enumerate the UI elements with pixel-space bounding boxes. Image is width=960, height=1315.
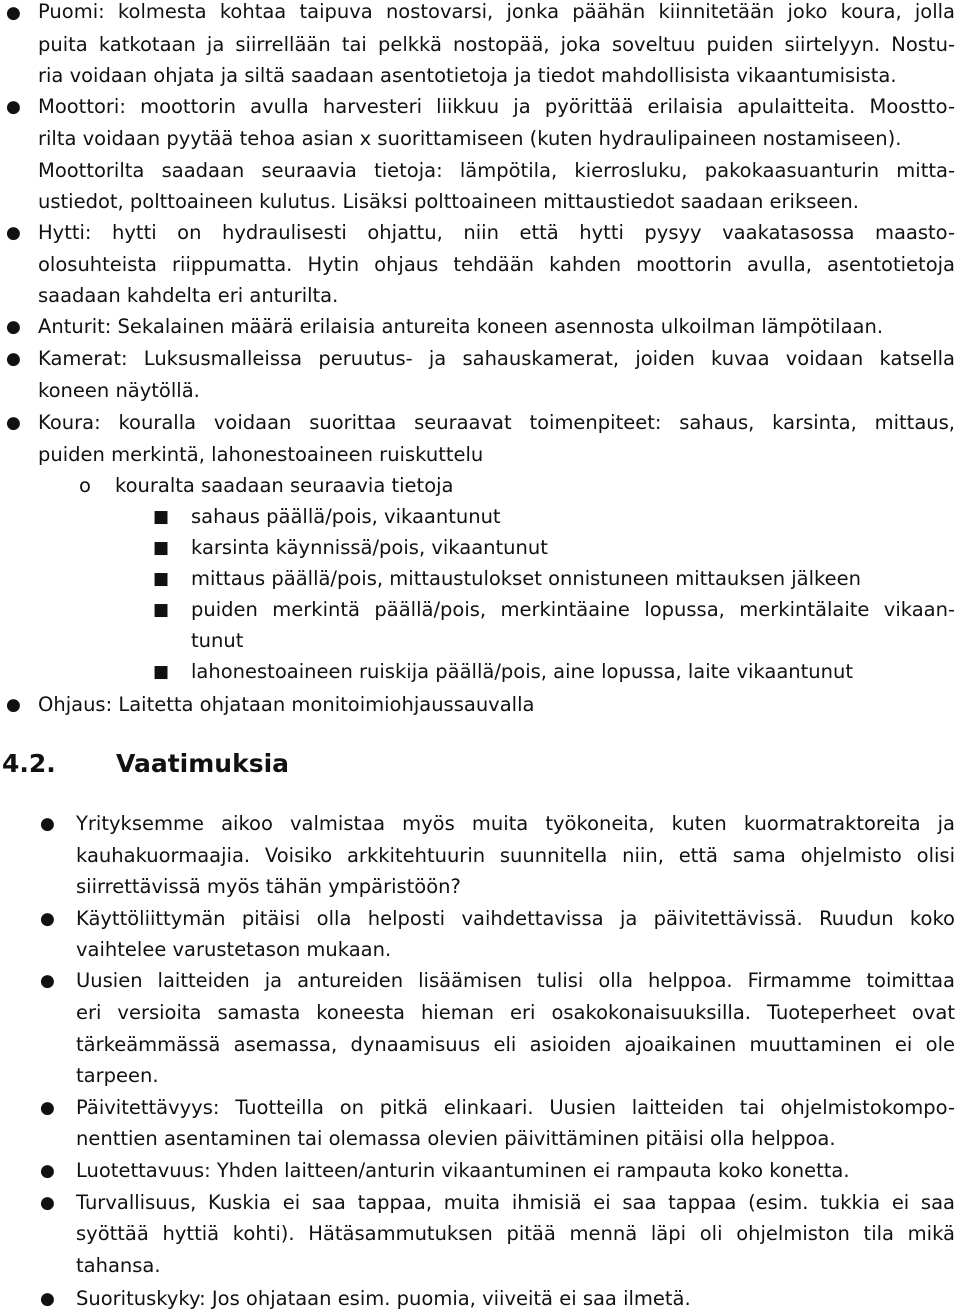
- paragraph-line: Ohjaus: Laitetta ohjataan monitoimiohjaussauvalla: [38, 693, 535, 716]
- paragraph-line: Yrityksemme aikoo valmistaa myös muita työkoneita, kuten kuormatraktoreita ja: [76, 812, 955, 835]
- paragraph-line: tarpeen.: [76, 1064, 159, 1087]
- bullet-icon: ●: [40, 971, 55, 991]
- paragraph-line: puiden merkintä päällä/pois, merkintäaine lopussa, merkintälaite vikaan-: [191, 598, 955, 621]
- paragraph-line: vaihtelee varustetason mukaan.: [76, 938, 392, 961]
- paragraph-line: eri versioita samasta koneesta hieman eri osakokonaisuuksilla. Tuoteperheet ovat: [76, 1001, 955, 1024]
- paragraph-line: puita katkotaan ja siirrellään tai pelkkä nostopää, joka soveltuu puiden siirtelyyn. Nostu-: [38, 33, 955, 56]
- bullet-icon: ●: [40, 1161, 55, 1181]
- square-bullet-icon: ■: [153, 538, 170, 558]
- paragraph-line: saadaan kahdelta eri anturilta.: [38, 284, 339, 307]
- paragraph-line: lahonestoaineen ruiskija päällä/pois, aine lopussa, laite vikaantunut: [191, 660, 854, 683]
- square-bullet-icon: ■: [153, 662, 170, 682]
- paragraph-line: Moottori: moottorin avulla harvesteri liikkuu ja pyörittää erilaisia apulaitteita. Moostto-: [38, 95, 955, 118]
- paragraph-line: Kamerat: Luksusmalleissa peruutus- ja sahauskamerat, joiden kuvaa voidaan katsella: [38, 347, 955, 370]
- paragraph-line: nenttien asentaminen tai olemassa olevien päivittäminen pitäisi olla helppoa.: [76, 1127, 836, 1150]
- paragraph-line: Uusien laitteiden ja antureiden lisäämisen tulisi olla helppoa. Firmamme toimittaa: [76, 969, 955, 992]
- paragraph-line: sahaus päällä/pois, vikaantunut: [191, 505, 501, 528]
- bullet-icon: ●: [6, 695, 21, 715]
- paragraph-line: Hytti: hytti on hydraulisesti ohjattu, niin että hytti pysyy vaakatasossa maasto-: [38, 221, 955, 244]
- paragraph-line: koneen näytöllä.: [38, 379, 200, 402]
- square-bullet-icon: ■: [153, 507, 170, 527]
- paragraph-line: syöttää hyttiä kohti). Hätäsammutuksen pitää mennä läpi oli ohjelmiston tila mikä: [76, 1222, 955, 1245]
- paragraph-line: Käyttöliittymän pitäisi olla helposti vaihdettavissa ja päivitettävissä. Ruudun koko: [76, 907, 955, 930]
- paragraph-line: tahansa.: [76, 1254, 161, 1277]
- paragraph-line: Luotettavuus: Yhden laitteen/anturin vikaantuminen ei rampauta koko konetta.: [76, 1159, 850, 1182]
- paragraph-line: ustiedot, polttoaineen kulutus. Lisäksi polttoaineen mittaustiedot saadaan erikseen.: [38, 190, 859, 213]
- paragraph-line: kauhakuormaajia. Voisiko arkkitehtuurin suunnitella niin, että sama ohjelmisto olisi: [76, 844, 955, 867]
- bullet-icon: ●: [40, 909, 55, 929]
- square-bullet-icon: ■: [153, 600, 170, 620]
- bullet-icon: ●: [40, 1193, 55, 1213]
- bullet-icon: ●: [6, 317, 21, 337]
- paragraph-line: puiden merkintä, lahonestoaineen ruiskuttelu: [38, 443, 484, 466]
- bullet-icon: ●: [6, 349, 21, 369]
- square-bullet-icon: ■: [153, 569, 170, 589]
- paragraph-line: kouralta saadaan seuraavia tietoja: [115, 474, 454, 497]
- paragraph-line: Turvallisuus, Kuskia ei saa tappaa, muita ihmisiä ei saa tappaa (esim. tukkia ei saa: [76, 1191, 955, 1214]
- bullet-icon: ●: [6, 413, 21, 433]
- bullet-icon: ●: [40, 814, 55, 834]
- paragraph-line: mittaus päällä/pois, mittaustulokset onnistuneen mittauksen jälkeen: [191, 567, 861, 590]
- paragraph-line: siirrettävissä myös tähän ympäristöön?: [76, 875, 461, 898]
- paragraph-line: Koura: kouralla voidaan suorittaa seuraavat toimenpiteet: sahaus, karsinta, mittaus,: [38, 411, 955, 434]
- paragraph-line: Suorituskyky: Jos ohjataan esim. puomia, viiveitä ei saa ilmetä.: [76, 1287, 691, 1310]
- paragraph-line: ria voidaan ohjata ja siltä saadaan asentotietoja ja tiedot mahdollisista vikaantumisista.: [38, 64, 897, 87]
- section-title: Vaatimuksia: [116, 749, 290, 778]
- section-number: 4.2.: [2, 749, 56, 778]
- paragraph-line: Päivitettävyys: Tuotteilla on pitkä elinkaari. Uusien laitteiden tai ohjelmistokompo-: [76, 1096, 955, 1119]
- paragraph-line: karsinta käynnissä/pois, vikaantunut: [191, 536, 548, 559]
- paragraph-line: Anturit: Sekalainen määrä erilaisia antureita koneen asennosta ulkoilman lämpötilaan.: [38, 315, 884, 338]
- paragraph-line: olosuhteista riippumatta. Hytin ohjaus tehdään kahden moottorin avulla, asentotietoja: [38, 253, 955, 276]
- paragraph-line: rilta voidaan pyytää tehoa asian x suorittamiseen (kuten hydraulipaineen nostamiseen).: [38, 127, 902, 150]
- paragraph-line: tärkeämmässä asemassa, dynaamisuus eli asioiden ajoaikainen muuttaminen ei ole: [76, 1033, 955, 1056]
- bullet-icon: ●: [6, 223, 21, 243]
- bullet-icon: ●: [6, 3, 21, 23]
- paragraph-line: Puomi: kolmesta kohtaa taipuva nostovarsi, jonka päähän kiinnitetään joko koura, jolla: [38, 0, 955, 23]
- sub-bullet-marker: o: [79, 474, 91, 497]
- paragraph-line: tunut: [191, 629, 244, 652]
- bullet-icon: ●: [40, 1289, 55, 1309]
- paragraph-line: Moottorilta saadaan seuraavia tietoja: lämpötila, kierrosluku, pakokaasuanturin mitta-: [38, 159, 955, 182]
- bullet-icon: ●: [40, 1098, 55, 1118]
- bullet-icon: ●: [6, 97, 21, 117]
